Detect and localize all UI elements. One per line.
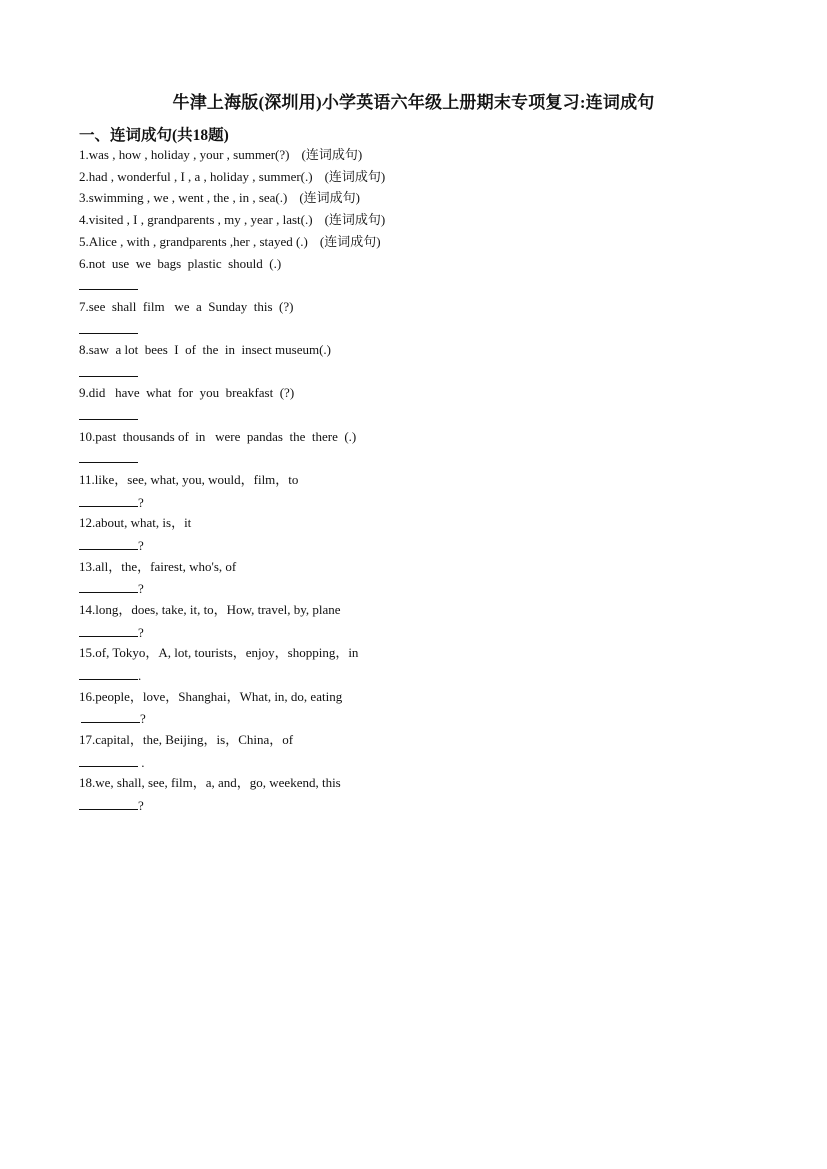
question-text: 11.like，see, what, you, would，film，to xyxy=(79,472,299,487)
answer-underline xyxy=(79,754,138,767)
question-5 xyxy=(79,234,381,250)
question-tag: (连词成句) xyxy=(319,234,381,249)
answer-underline xyxy=(79,364,138,377)
answer-underline xyxy=(79,321,138,334)
question-text: 15.of, Tokyo，A, lot, tourists，enjoy，shopping，in xyxy=(79,645,359,660)
question-text: 10.past thousands of in were pandas the there (.) xyxy=(79,429,357,444)
answer-underline xyxy=(79,537,138,550)
question-text: 18.we, shall, see, film，a, and，go, weekend, this xyxy=(79,775,341,790)
answer-blank-7[interactable] xyxy=(79,321,138,338)
question-text: 3.swimming , we , went , the , in , sea(.) xyxy=(79,190,288,205)
question-11 xyxy=(79,472,298,488)
answer-underline xyxy=(79,450,138,463)
answer-suffix: ? xyxy=(140,711,146,726)
question-1 xyxy=(79,147,362,163)
question-text: 14.long，does, take, it, to，How, travel, by, plane xyxy=(79,602,341,617)
answer-blank-17[interactable] xyxy=(79,754,145,771)
answer-underline xyxy=(79,580,138,593)
answer-suffix: ? xyxy=(138,798,144,813)
question-10 xyxy=(79,429,356,445)
question-text: 5.Alice , with , grandparents ,her , stayed (.) xyxy=(79,234,308,249)
question-tag: (连词成句) xyxy=(324,212,386,227)
answer-underline xyxy=(79,494,138,507)
answer-underline xyxy=(79,797,138,810)
answer-blank-10[interactable] xyxy=(79,450,138,467)
answer-underline xyxy=(79,624,138,637)
answer-blank-13[interactable] xyxy=(79,580,144,597)
answer-underline xyxy=(79,277,138,290)
question-text: 17.capital，the, Beijing，is，China，of xyxy=(79,732,294,747)
answer-blank-16[interactable] xyxy=(81,710,146,727)
answer-suffix: ? xyxy=(138,581,144,596)
answer-suffix: ? xyxy=(138,625,144,640)
answer-blank-12[interactable] xyxy=(79,537,144,554)
question-9 xyxy=(79,385,294,401)
question-text: 7.see shall film we a Sunday this (?) xyxy=(79,299,294,314)
question-text: 9.did have what for you breakfast (?) xyxy=(79,385,295,400)
answer-suffix: ? xyxy=(138,495,144,510)
question-4 xyxy=(79,212,385,228)
question-text: 8.saw a lot bees I of the in insect museum(.) xyxy=(79,342,331,357)
answer-underline xyxy=(79,667,138,680)
answer-blank-14[interactable] xyxy=(79,624,144,641)
question-14 xyxy=(79,602,341,618)
question-text: 6.not use we bags plastic should (.) xyxy=(79,256,282,271)
question-6 xyxy=(79,256,281,272)
answer-suffix: ? xyxy=(138,538,144,553)
answer-underline xyxy=(81,710,140,723)
question-tag: (连词成句) xyxy=(299,190,360,205)
question-2 xyxy=(79,169,385,185)
question-16 xyxy=(79,689,342,705)
question-18 xyxy=(79,775,341,791)
question-text: 4.visited , I , grandparents , my , year , last(.) xyxy=(79,212,313,227)
question-text: 16.people，love，Shanghai，What, in, do, eating xyxy=(79,689,343,704)
question-15 xyxy=(79,645,358,661)
question-7 xyxy=(79,299,293,315)
answer-suffix: . xyxy=(138,668,142,683)
answer-underline xyxy=(79,407,138,420)
answer-blank-8[interactable] xyxy=(79,364,138,381)
question-tag: (连词成句) xyxy=(324,169,386,184)
answer-blank-15[interactable] xyxy=(79,667,141,684)
answer-suffix: . xyxy=(138,755,145,770)
question-text: 12.about, what, is，it xyxy=(79,515,192,530)
question-text: 13.all，the，fairest, who's, of xyxy=(79,559,237,574)
document-title: 牛津上海版(深圳用)小学英语六年级上册期末专项复习:连词成句 xyxy=(172,93,655,112)
question-13 xyxy=(79,559,236,575)
question-text: 2.had , wonderful , I , a , holiday , summer(.) xyxy=(79,169,313,184)
question-tag: (连词成句) xyxy=(301,147,363,162)
question-text: 1.was , how , holiday , your , summer(?) xyxy=(79,147,290,162)
question-17 xyxy=(79,732,293,748)
question-12 xyxy=(79,515,191,531)
answer-blank-6[interactable] xyxy=(79,277,138,294)
answer-blank-9[interactable] xyxy=(79,407,138,424)
answer-blank-11[interactable] xyxy=(79,494,144,511)
answer-blank-18[interactable] xyxy=(79,797,144,814)
question-3 xyxy=(79,190,360,206)
section-heading: 一、连词成句(共18题) xyxy=(79,127,229,144)
question-8 xyxy=(79,342,331,358)
